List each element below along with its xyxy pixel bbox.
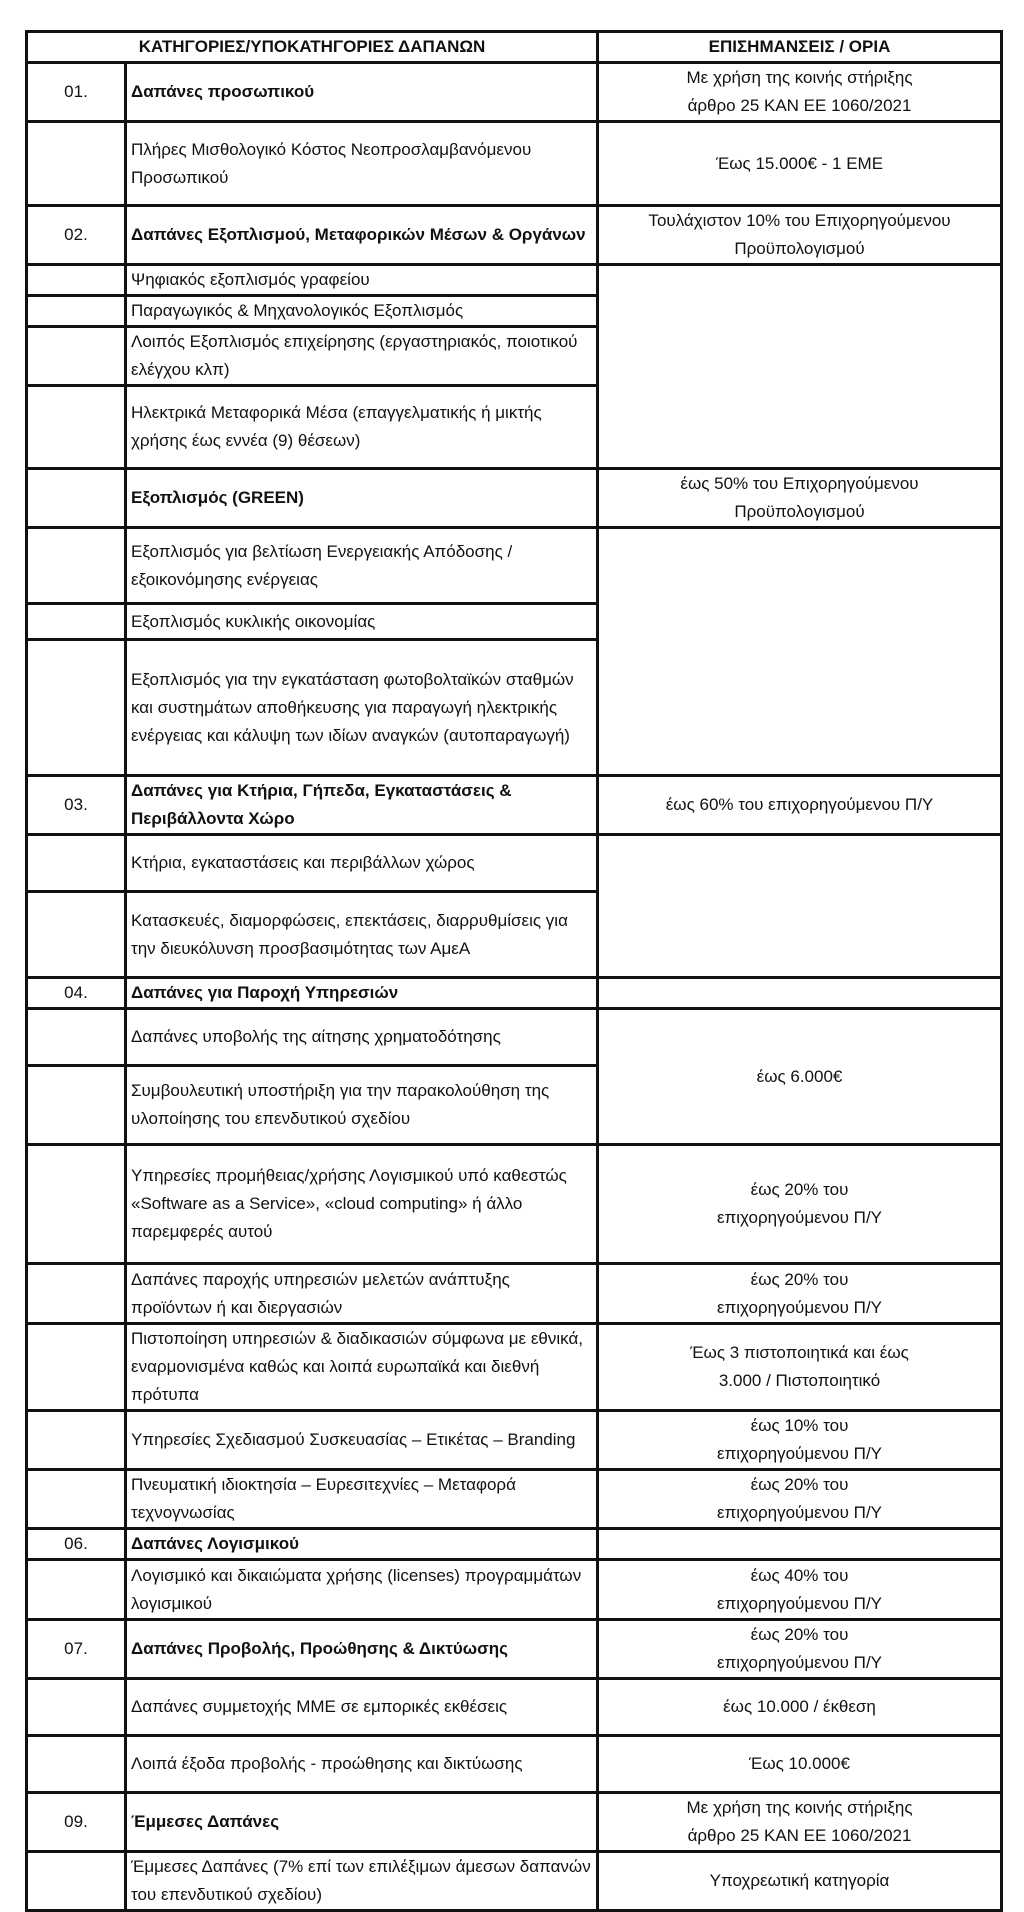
header-limits: ΕΠΙΣΗΜΑΝΣΕΙΣ / ΟΡΙΑ (598, 32, 1002, 63)
limit-text: Έως 15.000€ - 1 ΕΜΕ (715, 153, 884, 173)
header-categories: ΚΑΤΗΓΟΡΙΕΣ/ΥΠΟΚΑΤΗΓΟΡΙΕΣ ΔΑΠΑΝΩΝ (27, 32, 598, 63)
limit-cell (598, 1679, 1002, 1736)
category-title: Δαπάνες για Παροχή Υπηρεσιών (126, 978, 598, 1009)
table-row (27, 1009, 1002, 1066)
subcategory-description: Εξοπλισμός για βελτίωση Ενεργειακής Απόδοσης /εξοικονόμησης ενέργειας (126, 528, 598, 604)
subcategory-description: Δαπάνες παροχής υπηρεσιών μελετών ανάπτυξης προϊόντων ή και διεργασιών (126, 1264, 598, 1324)
limit-text: άρθρο 25 ΚΑΝ ΕΕ 1060/2021 (687, 1826, 912, 1845)
table-row (27, 1324, 1002, 1411)
category-number (27, 892, 126, 978)
subcategory-description: Έμμεσες Δαπάνες (7% επί των επιλέξιμων άμεσων δαπανών του επενδυτικού σχεδίου) (126, 1852, 598, 1911)
limit-cell (598, 265, 1002, 469)
table-row (27, 776, 1002, 835)
limit-text: έως 60% του επιχορηγούμενου Π/Υ (665, 795, 934, 814)
subcategory-description: Λογισμικό και δικαιώματα χρήσης (licenses) προγραμμάτων λογισμικού (126, 1560, 598, 1620)
limit-cell (598, 835, 1002, 978)
table-row (27, 1411, 1002, 1470)
limit-cell (598, 1324, 1002, 1411)
category-title: Δαπάνες Προβολής, Προώθησης & Δικτύωσης (126, 1620, 598, 1679)
subcategory-description: Δαπάνες συμμετοχής ΜΜΕ σε εμπορικές εκθέσεις (126, 1679, 598, 1736)
category-number (27, 1264, 126, 1324)
limit-cell (598, 122, 1002, 206)
category-title: Δαπάνες Λογισμικού (126, 1529, 598, 1560)
subcategory-description: Ηλεκτρικά Μεταφορικά Μέσα (επαγγελματικής ή μικτής χρήσης έως εννέα (9) θέσεων) (126, 386, 598, 469)
category-number (27, 265, 126, 296)
category-number (27, 1145, 126, 1264)
limit-text: έως 20% του (750, 1625, 849, 1644)
limit-text: επιχορηγούμενου Π/Υ (716, 1444, 883, 1463)
subcategory-description: Εξοπλισμός για την εγκατάσταση φωτοβολταϊκών σταθμών και συστημάτων αποθήκευσης για παραγωγή ηλεκτρικής ενέργειας και κάλυψη των ιδίων αναγκών (αυτοπαραγωγή) (126, 640, 598, 776)
limit-text: Προϋπολογισμού (734, 502, 865, 521)
subcategory-description: Λοιπά έξοδα προβολής - προώθησης και δικτύωσης (126, 1736, 598, 1793)
limit-cell (598, 1264, 1002, 1324)
limit-cell (598, 1852, 1002, 1911)
limit-text: επιχορηγούμενου Π/Υ (716, 1503, 883, 1522)
subcategory-description: Εξοπλισμός κυκλικής οικονομίας (126, 604, 598, 640)
subcategory-description: Παραγωγικός & Μηχανολογικός Εξοπλισμός (126, 296, 598, 327)
subcategory-description: Λοιπός Εξοπλισμός επιχείρησης (εργαστηριακός, ποιοτικού ελέγχου κλπ) (126, 327, 598, 386)
limit-cell (598, 978, 1002, 1009)
category-title: Εξοπλισμός (GREEN) (126, 469, 598, 528)
limit-text: επιχορηγούμενου Π/Υ (716, 1297, 883, 1317)
table-row (27, 528, 1002, 604)
table-header-row (27, 32, 1002, 63)
table-row (27, 1529, 1002, 1560)
table-row (27, 1852, 1002, 1911)
category-number (27, 835, 126, 892)
subcategory-description: Κτήρια, εγκαταστάσεις και περιβάλλων χώρος (126, 835, 598, 892)
limit-text: επιχορηγούμενου Π/Υ (716, 1653, 883, 1672)
limit-cell (598, 1470, 1002, 1529)
table-row (27, 1264, 1002, 1324)
table-row (27, 122, 1002, 206)
category-number (27, 386, 126, 469)
limit-cell (598, 1793, 1002, 1852)
expense-categories-table (25, 30, 1003, 1912)
table-row (27, 469, 1002, 528)
limit-cell (598, 1009, 1002, 1145)
subcategory-description: Δαπάνες υποβολής της αίτησης χρηματοδότησης (126, 1009, 598, 1066)
limit-text: Υποχρεωτική κατηγορία (709, 1871, 890, 1890)
limit-text: έως 20% του (750, 1475, 849, 1494)
category-number: 04. (27, 978, 126, 1009)
category-number (27, 1679, 126, 1736)
limit-text: Με χρήση της κοινής στήριξης (686, 1798, 913, 1817)
limit-cell (598, 206, 1002, 265)
limit-text: Έως 3 πιστοποιητικά και έως (690, 1343, 909, 1362)
category-number (27, 1411, 126, 1470)
category-number: 06. (27, 1529, 126, 1560)
subcategory-description: Ψηφιακός εξοπλισμός γραφείου (126, 265, 598, 296)
limit-cell (598, 63, 1002, 122)
category-number (27, 327, 126, 386)
limit-cell (598, 776, 1002, 835)
limit-cell (598, 1145, 1002, 1264)
category-number (27, 122, 126, 206)
category-number (27, 1852, 126, 1911)
category-number (27, 1009, 126, 1066)
category-number (27, 604, 126, 640)
table-row (27, 1470, 1002, 1529)
category-number (27, 1470, 126, 1529)
limit-text: έως 50% του Επιχορηγούμενου (680, 474, 919, 493)
category-title: Δαπάνες προσωπικού (126, 63, 598, 122)
table-row (27, 1736, 1002, 1793)
category-number (27, 1560, 126, 1620)
limit-cell (598, 1736, 1002, 1793)
category-number (27, 296, 126, 327)
subcategory-description: Πιστοποίηση υπηρεσιών & διαδικασιών σύμφωνα με εθνικά, εναρμονισμένα καθώς και λοιπά ευρωπαϊκά και διεθνή πρότυπα (126, 1324, 598, 1411)
limit-cell (598, 1620, 1002, 1679)
table-row (27, 1560, 1002, 1620)
limit-cell (598, 1529, 1002, 1560)
category-title: Δαπάνες για Κτήρια, Γήπεδα, Εγκαταστάσεις & Περιβάλλοντα Χώρο (126, 776, 598, 835)
table-row (27, 63, 1002, 122)
category-number: 02. (27, 206, 126, 265)
subcategory-description: Συμβουλευτική υποστήριξη για την παρακολούθηση της υλοποίησης του επενδυτικού σχεδίου (126, 1066, 598, 1145)
table-row (27, 978, 1002, 1009)
limit-cell (598, 469, 1002, 528)
limit-text: έως 40% του (750, 1565, 849, 1585)
limit-text: επιχορηγούμενου Π/Υ (716, 1593, 883, 1613)
limit-cell (598, 1411, 1002, 1470)
table-row (27, 206, 1002, 265)
category-number: 03. (27, 776, 126, 835)
subcategory-description: Υπηρεσίες προμήθειας/χρήσης Λογισμικού υπό καθεστώς «Software as a Service», «cloud computing» ή άλλο παρεμφερές αυτού (126, 1145, 598, 1264)
category-number (27, 1066, 126, 1145)
subcategory-description: Κατασκευές, διαμορφώσεις, επεκτάσεις, διαρρυθμίσεις για την διευκόλυνση προσβασιμότητας των ΑμεΑ (126, 892, 598, 978)
limit-text: άρθρο 25 ΚΑΝ ΕΕ 1060/2021 (687, 96, 912, 115)
subcategory-description: Υπηρεσίες Σχεδιασμού Συσκευασίας – Ετικέτας – Branding (126, 1411, 598, 1470)
category-number (27, 528, 126, 604)
table-row (27, 265, 1002, 296)
limit-text: Με χρήση της κοινής στήριξης (686, 68, 913, 87)
table-row (27, 1793, 1002, 1852)
limit-text: έως 6.000€ (756, 1066, 843, 1086)
limit-text: έως 20% του (750, 1269, 849, 1289)
limit-text: έως 10.000 / έκθεση (723, 1697, 876, 1716)
category-title: Έμμεσες Δαπάνες (126, 1793, 598, 1852)
table-row (27, 1145, 1002, 1264)
category-number (27, 1324, 126, 1411)
category-number (27, 640, 126, 776)
limit-text: Προϋπολογισμού (734, 239, 865, 258)
category-number: 07. (27, 1620, 126, 1679)
subcategory-description: Πλήρες Μισθολογικό Κόστος Νεοπροσλαμβανόμενου Προσωπικού (126, 122, 598, 206)
table-row (27, 1620, 1002, 1679)
limit-text: επιχορηγούμενου Π/Υ (716, 1208, 883, 1227)
limit-cell (598, 528, 1002, 776)
table-row (27, 835, 1002, 892)
limit-text: Έως 10.000€ (749, 1754, 850, 1773)
table-row (27, 1679, 1002, 1736)
limit-text: έως 10% του (750, 1416, 849, 1435)
category-number: 01. (27, 63, 126, 122)
category-number (27, 1736, 126, 1793)
limit-text: έως 20% του (750, 1180, 849, 1199)
limit-text: 3.000 / Πιστοποιητικό (718, 1371, 881, 1390)
limit-cell (598, 1560, 1002, 1620)
subcategory-description: Πνευματική ιδιοκτησία – Ευρεσιτεχνίες – Μεταφορά τεχνογνωσίας (126, 1470, 598, 1529)
category-title: Δαπάνες Εξοπλισμού, Μεταφορικών Μέσων & Οργάνων (126, 206, 598, 265)
limit-text: Τουλάχιστον 10% του Επιχορηγούμενου (648, 211, 951, 230)
category-number: 09. (27, 1793, 126, 1852)
category-number (27, 469, 126, 528)
